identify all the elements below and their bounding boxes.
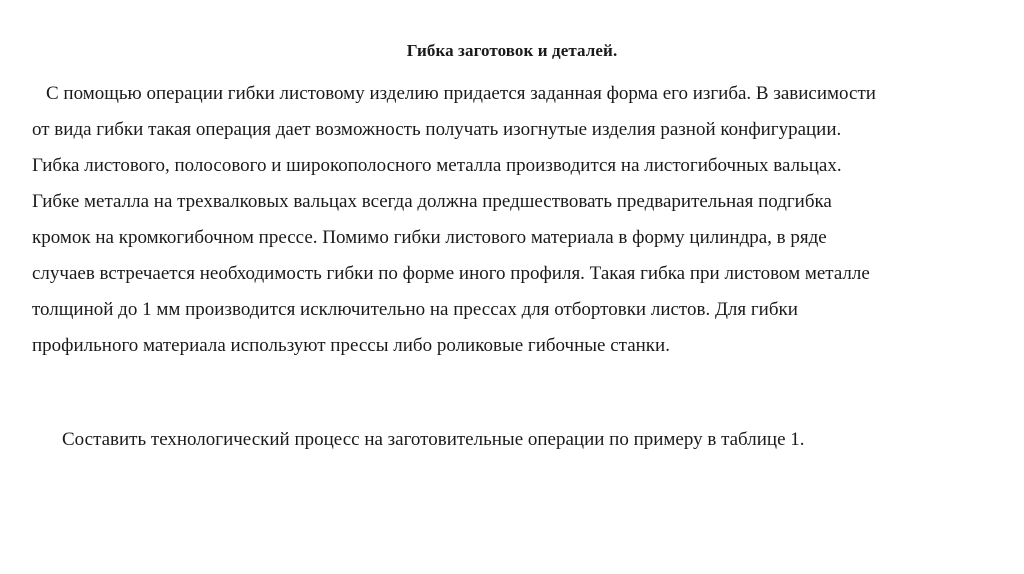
- paragraph-line: С помощью операции гибки листовому изделию придается заданная форма его изгиба. В зависимости: [46, 83, 876, 104]
- task-text: Составить технологический процесс на заготовительные операции по примеру в таблице 1.: [62, 429, 805, 450]
- slide-title: Гибка заготовок и деталей.: [406, 41, 618, 60]
- paragraph-line: кромок на кромкогибочном прессе. Помимо гибки листового материала в форму цилиндра, в ряде: [32, 227, 827, 248]
- paragraph-line: Гибка листового, полосового и широкополосного металла производится на листогибочных вальцах.: [32, 155, 842, 176]
- paragraph-line: Гибке металла на трехвалковых вальцах всегда должна предшествовать предварительная подгибка: [32, 191, 832, 212]
- paragraph-line: от вида гибки такая операция дает возможность получать изогнутые изделия разной конфигурации.: [32, 119, 842, 140]
- paragraph-line: профильного материала используют прессы либо роликовые гибочные станки.: [32, 335, 670, 356]
- paragraph-line: толщиной до 1 мм производится исключительно на прессах для отбортовки листов. Для гибки: [32, 299, 798, 320]
- paragraph-line: случаев встречается необходимость гибки по форме иного профиля. Такая гибка при листовом металле: [32, 263, 870, 284]
